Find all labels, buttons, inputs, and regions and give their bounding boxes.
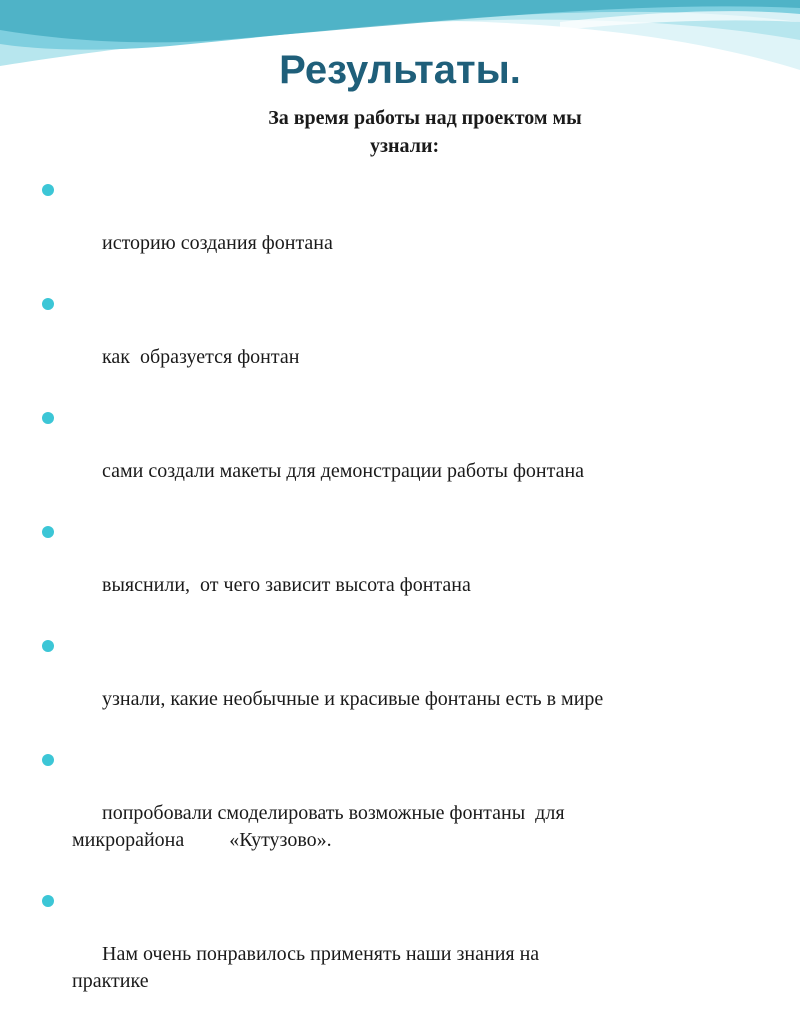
list-item bbox=[42, 746, 762, 881]
subtitle-line-1: За время работы над проектом мы bbox=[268, 107, 582, 129]
bullet-dot-icon bbox=[42, 754, 54, 766]
list-item bbox=[42, 404, 762, 512]
bullet-dot-icon bbox=[42, 412, 54, 424]
list-item bbox=[42, 176, 762, 284]
slide-title: Результаты. bbox=[279, 48, 521, 92]
list-item-text: выяснили, от чего зависит высота фонтана bbox=[102, 574, 471, 596]
bullet-dot-icon bbox=[42, 895, 54, 907]
bullet-list bbox=[42, 176, 762, 1028]
list-item bbox=[42, 887, 762, 1022]
list-item bbox=[42, 290, 762, 398]
bullet-dot-icon bbox=[42, 298, 54, 310]
bullet-dot-icon bbox=[42, 526, 54, 538]
bullet-dot-icon bbox=[42, 184, 54, 196]
list-item-text: историю создания фонтана bbox=[102, 232, 333, 254]
list-item-text: Нам очень понравилось применять наши знания на практике bbox=[72, 943, 540, 992]
list-item-text: как образуется фонтан bbox=[102, 346, 300, 368]
bullet-dot-icon bbox=[42, 640, 54, 652]
list-item bbox=[42, 632, 762, 740]
slide-subtitle bbox=[190, 104, 660, 160]
list-item-text: попробовали смоделировать возможные фонтаны для микрорайона «Кутузово». bbox=[72, 802, 565, 851]
list-item-text: узнали, какие необычные и красивые фонтаны есть в мире bbox=[102, 688, 604, 710]
subtitle-line-2: узнали: bbox=[370, 135, 440, 157]
list-item bbox=[42, 518, 762, 626]
list-item-text: сами создали макеты для демонстрации работы фонтана bbox=[102, 460, 585, 482]
